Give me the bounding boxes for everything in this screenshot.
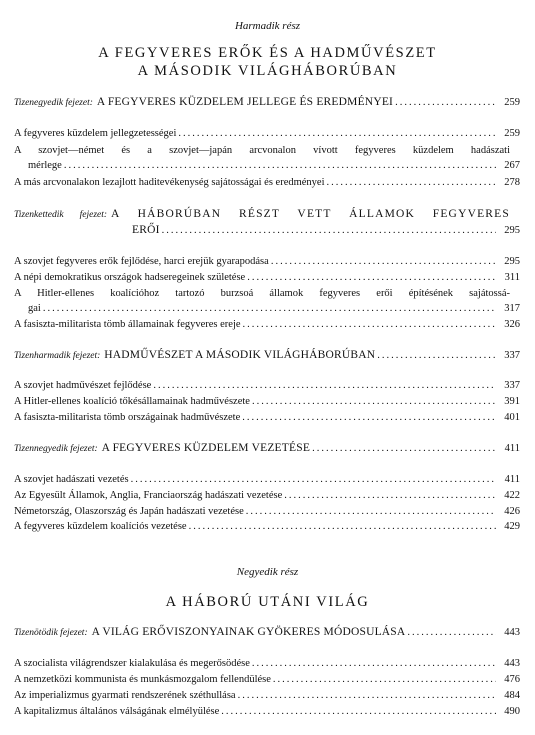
toc-entry[interactable] (14, 380, 520, 391)
page-number: 259 (504, 128, 520, 139)
chapter-title: A FEGYVERES KÜZDELEM JELLEGE ÉS EREDMÉNYEI (96, 96, 394, 108)
chapter-title: HADMŰVÉSZET A MÁSODIK VILÁGHÁBORÚBAN (104, 349, 376, 361)
chapter-12-heading-line1[interactable] (14, 208, 510, 220)
dot-leader (246, 506, 496, 517)
page-number: 443 (504, 658, 520, 669)
entry-text: mérlege (28, 160, 62, 171)
dot-leader (377, 350, 496, 361)
chapter-title-line2: ERŐI (132, 224, 160, 236)
page-number: 295 (504, 256, 520, 267)
dot-leader (131, 474, 496, 485)
dot-leader (64, 160, 496, 171)
dot-leader (407, 627, 496, 638)
toc-entry[interactable] (14, 319, 520, 330)
toc-entry[interactable] (14, 521, 520, 532)
entry-text: Németország, Olaszország és Japán hadászati vezetése (14, 506, 244, 517)
chapter-11-heading[interactable] (14, 96, 520, 108)
page-number: 476 (504, 674, 520, 685)
page-number: 411 (504, 474, 520, 485)
part-3-title-line1: A FEGYVERES ERŐK ÉS A HADMŰVÉSZET (98, 45, 437, 61)
chapter-13-heading[interactable] (14, 349, 520, 361)
dot-leader (247, 272, 496, 283)
part-4-title: A HÁBORÚ UTÁNI VILÁG (165, 594, 370, 610)
toc-entry[interactable] (14, 128, 520, 139)
toc-entry[interactable] (14, 256, 520, 267)
toc-entry-line1[interactable]: A Hitler-ellenes koalícióhoz tartozó burzsoá államok fegyveres erői építésének sajátossá- (14, 288, 510, 299)
chapter-14-heading[interactable] (14, 442, 520, 454)
page-number: 278 (504, 177, 520, 188)
chapter-title: A FEGYVERES KÜZDELEM VEZETÉSE (101, 442, 311, 454)
page-number: 426 (504, 506, 520, 517)
entry-text: A szovjet hadászati vezetés (14, 474, 129, 485)
entry-text: A kapitalizmus általános válságának elmélyülése (14, 706, 220, 717)
dot-leader (284, 490, 496, 501)
toc-entry[interactable] (14, 658, 520, 669)
chapter-label: Tizenharmadik fejezet: (14, 351, 101, 361)
page-number: 401 (504, 412, 520, 423)
page-number: 411 (504, 443, 520, 454)
page-number: 391 (504, 396, 520, 407)
chapter-label: Tizenegyedik fejezet: (14, 98, 93, 108)
page-number: 317 (504, 303, 520, 314)
chapter-title: A VILÁG ERŐVISZONYAINAK GYÖKERES MÓDOSULÁSA (91, 626, 406, 638)
page-number: 443 (504, 627, 520, 638)
dot-leader (243, 319, 496, 330)
entry-text: A szovjet fegyveres erők fejlődése, harci erejük gyarapodása (14, 256, 269, 267)
chapter-title-line1: A HÁBORÚBAN RÉSZT VETT ÁLLAMOK FEGYVERES (111, 208, 510, 220)
chapter-label: Tizenötödik fejezet: (14, 628, 88, 638)
entry-text: gai (28, 303, 41, 314)
dot-leader (252, 396, 496, 407)
dot-leader (312, 443, 496, 454)
toc-entry-line2[interactable] (28, 303, 520, 314)
chapter-12-heading-line2[interactable] (132, 224, 520, 236)
toc-entry[interactable] (14, 474, 520, 485)
entry-text: Az Egyesült Államok, Anglia, Franciaország hadászati vezetése (14, 490, 283, 501)
toc-entry[interactable] (14, 490, 520, 501)
dot-leader (189, 521, 496, 532)
dot-leader (271, 256, 496, 267)
page-number: 490 (504, 706, 520, 717)
entry-text: A fegyveres küzdelem jellegzetességei (14, 128, 177, 139)
toc-entry-line2[interactable] (28, 160, 520, 171)
page-number: 484 (504, 690, 520, 701)
dot-leader (153, 380, 496, 391)
entry-text: A fegyveres küzdelem koalíciós vezetése (14, 521, 187, 532)
page-number: 311 (504, 272, 520, 283)
page-number: 267 (504, 160, 520, 171)
entry-text: A szocialista világrendszer kialakulása és megerősödése (14, 658, 250, 669)
toc-entry[interactable] (14, 506, 520, 517)
dot-leader (395, 97, 496, 108)
entry-text: A más arcvonalakon lezajlott haditevékenység sajátosságai és eredményei (14, 177, 325, 188)
chapter-label: Tizenkettedik fejezet: (14, 210, 108, 220)
entry-text: A népi demokratikus országok hadseregeinek születése (14, 272, 246, 283)
toc-entry[interactable] (14, 272, 520, 283)
page-number: 337 (504, 350, 520, 361)
toc-entry[interactable] (14, 177, 520, 188)
toc-entry[interactable] (14, 706, 520, 717)
page-number: 337 (504, 380, 520, 391)
dot-leader (273, 674, 496, 685)
dot-leader (242, 412, 496, 423)
dot-leader (238, 690, 496, 701)
page-number: 429 (504, 521, 520, 532)
page-number: 326 (504, 319, 520, 330)
dot-leader (43, 303, 496, 314)
entry-text: A nemzetközi kommunista és munkásmozgalom fellendülése (14, 674, 271, 685)
dot-leader (162, 225, 496, 236)
entry-text: A fasiszta-militarista tömb államainak fegyveres ereje (14, 319, 241, 330)
dot-leader (252, 658, 496, 669)
chapter-label: Tizennegyedik fejezet: (14, 444, 98, 454)
page-number: 422 (504, 490, 520, 501)
entry-text: A Hitler-ellenes koalíció tőkésállamainak hadművészete (14, 396, 250, 407)
chapter-15-heading[interactable] (14, 626, 520, 638)
page-number: 259 (504, 97, 520, 108)
part-3-label: Harmadik rész (234, 20, 301, 32)
toc-entry[interactable] (14, 396, 520, 407)
dot-leader (221, 706, 496, 717)
toc-entry[interactable] (14, 674, 520, 685)
dot-leader (178, 128, 496, 139)
entry-text: A szovjet hadművészet fejlődése (14, 380, 152, 391)
entry-text: Az imperializmus gyarmati rendszerének széthullása (14, 690, 236, 701)
toc-entry[interactable] (14, 690, 520, 701)
part-4-label: Negyedik rész (236, 566, 299, 578)
part-3-title-line2: A MÁSODIK VILÁGHÁBORÚBAN (137, 63, 398, 79)
toc-entry-line1[interactable]: A szovjet—német és a szovjet—japán arcvonalon vívott fegyveres küzdelem hadászati (14, 145, 510, 156)
page-number: 295 (504, 225, 520, 236)
entry-text: A fasiszta-militarista tömb országainak hadművészete (14, 412, 241, 423)
dot-leader (327, 177, 496, 188)
toc-entry[interactable] (14, 412, 520, 423)
